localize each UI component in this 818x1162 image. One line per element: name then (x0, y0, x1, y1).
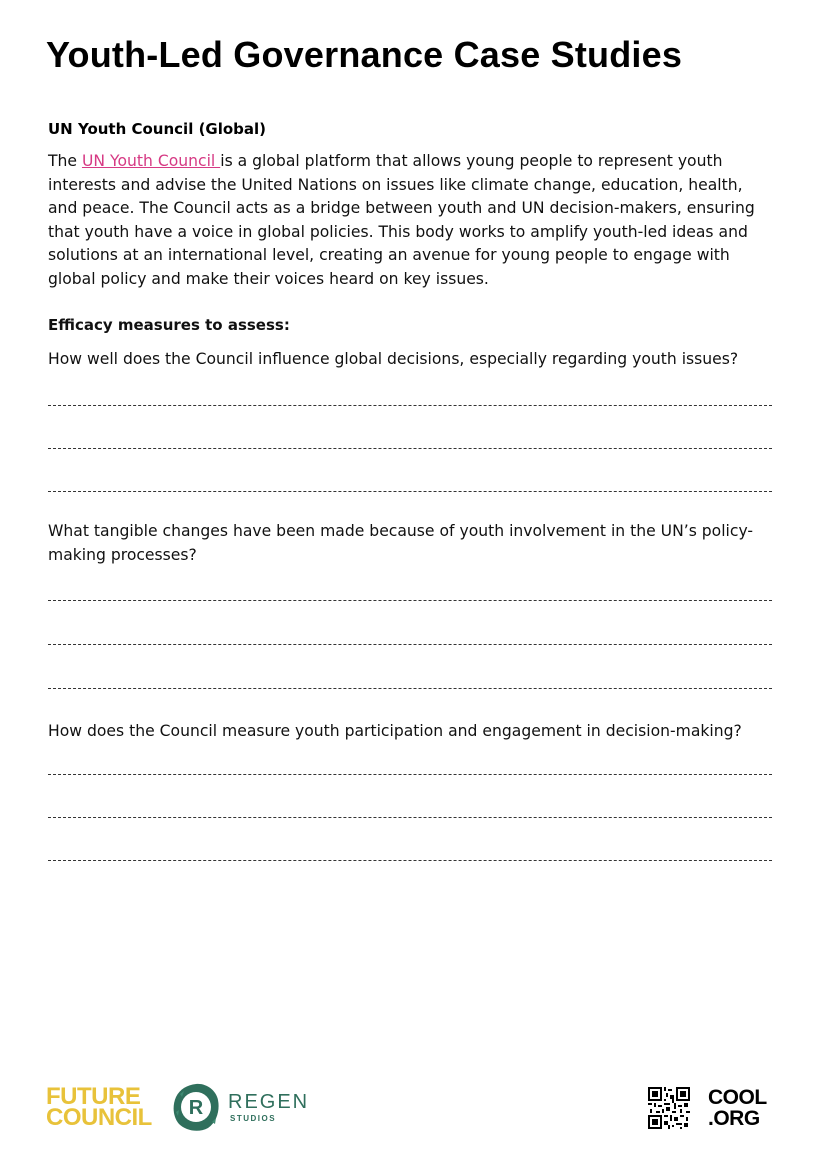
regen-letter: R (188, 1097, 204, 1119)
future-council-line1: FUTURE (46, 1083, 141, 1110)
answer-line[interactable] (48, 491, 772, 492)
page-title: Youth-Led Governance Case Studies (46, 34, 683, 75)
question-1: How well does the Council influence global decisions, especially regarding youth issues? (48, 350, 739, 368)
answer-line[interactable] (48, 448, 772, 449)
answer-line[interactable] (48, 600, 772, 601)
regen-logo-badge (172, 1082, 220, 1132)
question-3: How does the Council measure youth participation and engagement in decision-making? (48, 722, 742, 740)
cool-org-line2: .ORG (708, 1107, 760, 1130)
intro-body: is a global platform that allows young people to represent youth interests and advise the United Nations on issues like climate change, education, health, and peace. The Council acts as a bridge between youth and UN decision-makers, ensuring that youth have a voice in global policies. This body works to amplify youth-led ideas and solutions at an international level, creating an avenue for young people to engage with global policy and make their voices heard on key issues. (48, 152, 755, 288)
answer-line[interactable] (48, 688, 772, 689)
future-council-logo (46, 1083, 152, 1131)
un-youth-council-link[interactable]: UN Youth Council (81, 152, 221, 170)
section-heading: UN Youth Council (Global) (48, 120, 267, 138)
regen-name: REGEN (228, 1091, 310, 1113)
answer-line[interactable] (48, 644, 772, 645)
intro-prefix: The (48, 152, 82, 170)
qr-code-icon (648, 1087, 690, 1129)
intro-paragraph (48, 150, 776, 291)
efficacy-heading: Efficacy measures to assess: (48, 316, 290, 334)
answer-line[interactable] (48, 860, 772, 861)
future-council-line2: COUNCIL (46, 1104, 152, 1131)
cool-org-logo (708, 1087, 774, 1131)
answer-line[interactable] (48, 405, 772, 406)
cool-org-line1: COOL (708, 1086, 767, 1109)
question-2: What tangible changes have been made because of youth involvement in the UN’s policy-making processes? (48, 522, 754, 564)
answer-line[interactable] (48, 774, 772, 775)
answer-line[interactable] (48, 817, 772, 818)
regen-subtitle: STUDIOS (230, 1114, 277, 1123)
